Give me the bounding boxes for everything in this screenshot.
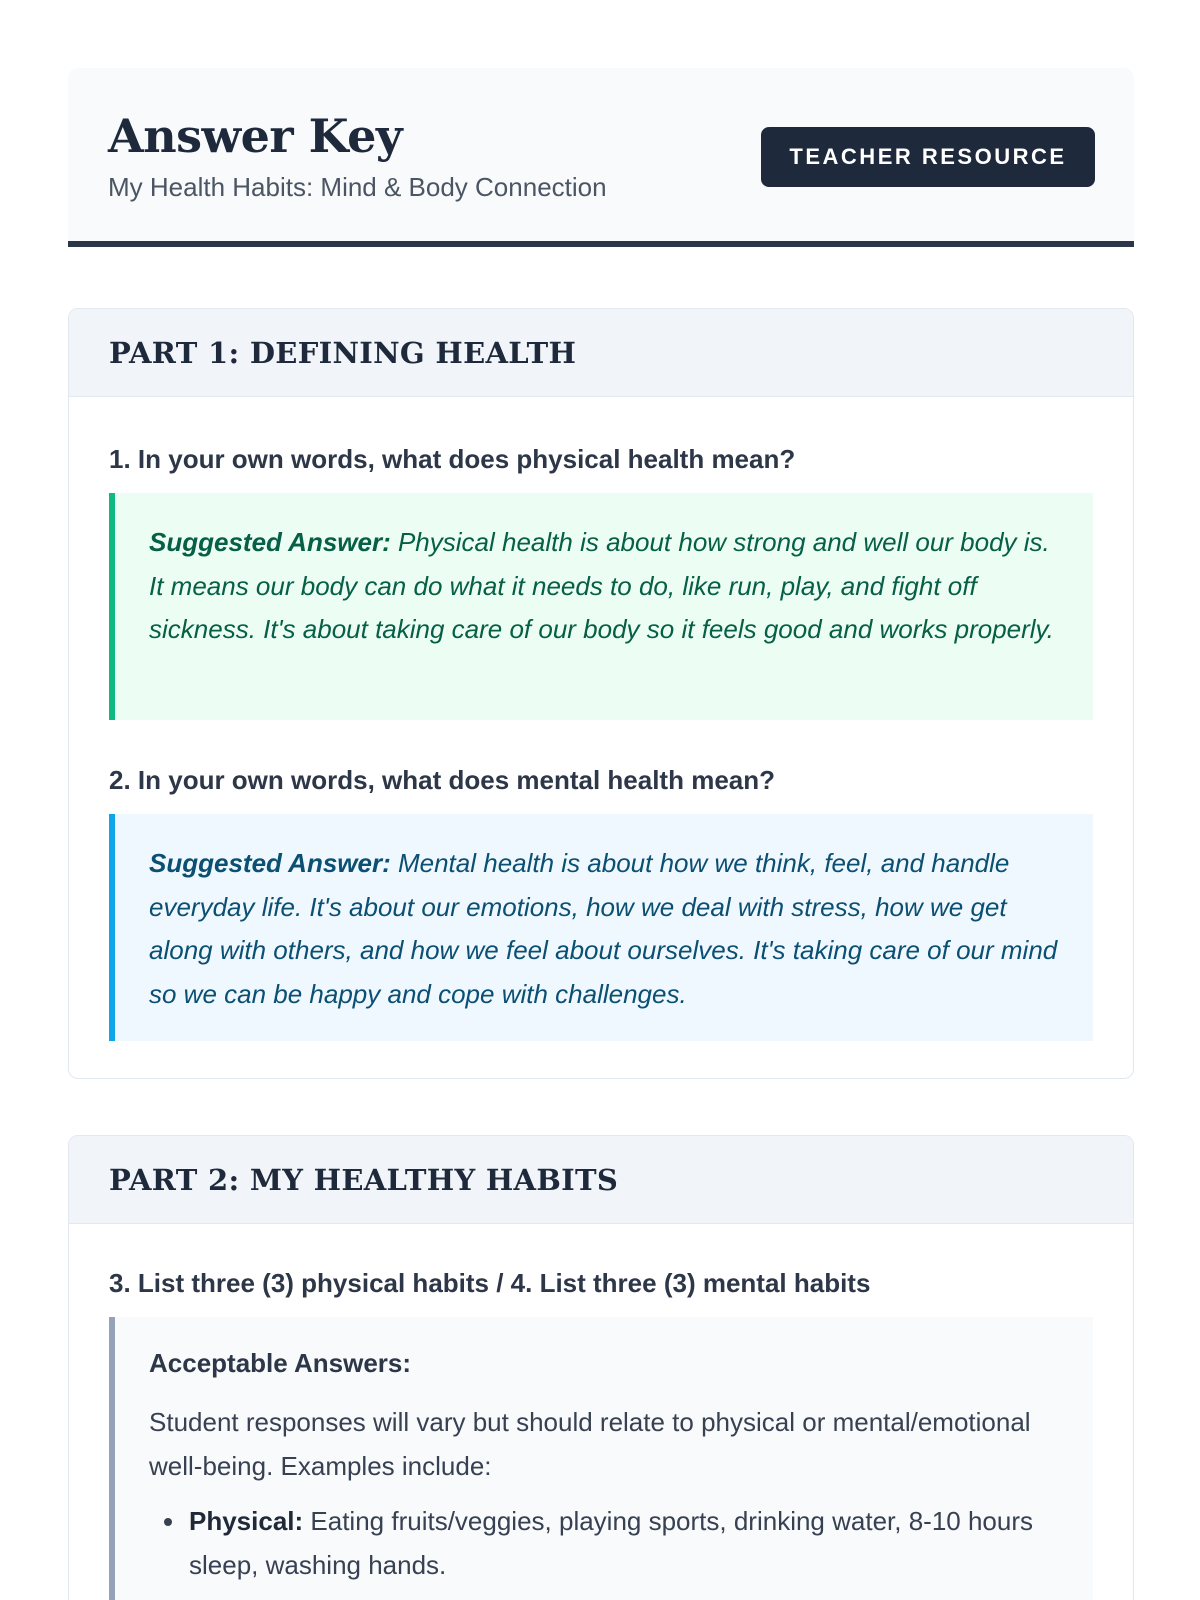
- acceptable-answers-title: Acceptable Answers:: [149, 1348, 412, 1378]
- suggested-answer-label: Suggested Answer:: [149, 848, 398, 878]
- answer-box-2: [109, 814, 1093, 1041]
- answer-2-text: Mental health is about how we think, feel, and handle everyday life. It's about our emotions, how we deal with stress, how we get along with others, and how we feel about ourselves. It's taking care of our mind so we can be happy and cope with challenges.: [149, 848, 1058, 1009]
- part-1-title: PART 1: DEFINING HEALTH: [109, 336, 577, 370]
- page-subtitle: My Health Habits: Mind & Body Connection: [108, 172, 607, 202]
- part-1-header: [69, 309, 1133, 397]
- acceptable-answers-box: [109, 1317, 1093, 1600]
- answer-1-text: Physical health is about how strong and well our body is. It means our body can do what it needs to do, like run, play, and fight off sickness. It's about taking care of our body so it feels good and works properly.: [149, 527, 1054, 644]
- page-header: [68, 68, 1134, 247]
- part-2-section: [68, 1135, 1134, 1600]
- suggested-answer-label: Suggested Answer:: [149, 527, 398, 557]
- example-label: Physical:: [189, 1506, 311, 1536]
- question-3-4: 3. List three (3) physical habits / 4. List three (3) mental habits: [109, 1268, 871, 1298]
- part-2-header: [69, 1136, 1133, 1224]
- part-2-title: PART 2: MY HEALTHY HABITS: [109, 1163, 619, 1197]
- question-2: 2. In your own words, what does mental health mean?: [109, 765, 775, 795]
- answer-box-1: [109, 493, 1093, 720]
- teacher-resource-badge: TEACHER RESOURCE: [761, 127, 1095, 187]
- list-item: [187, 1500, 1061, 1587]
- page-title: Answer Key: [108, 109, 403, 163]
- example-text: Eating fruits/veggies, playing sports, drinking water, 8-10 hours sleep, washing hands.: [189, 1506, 1034, 1580]
- examples-list: [149, 1500, 1061, 1587]
- part-1-section: [68, 308, 1134, 1079]
- question-1: 1. In your own words, what does physical health mean?: [109, 444, 796, 474]
- acceptable-answers-intro: Student responses will vary but should relate to physical or mental/emotional well-being. Examples include:: [149, 1407, 1031, 1481]
